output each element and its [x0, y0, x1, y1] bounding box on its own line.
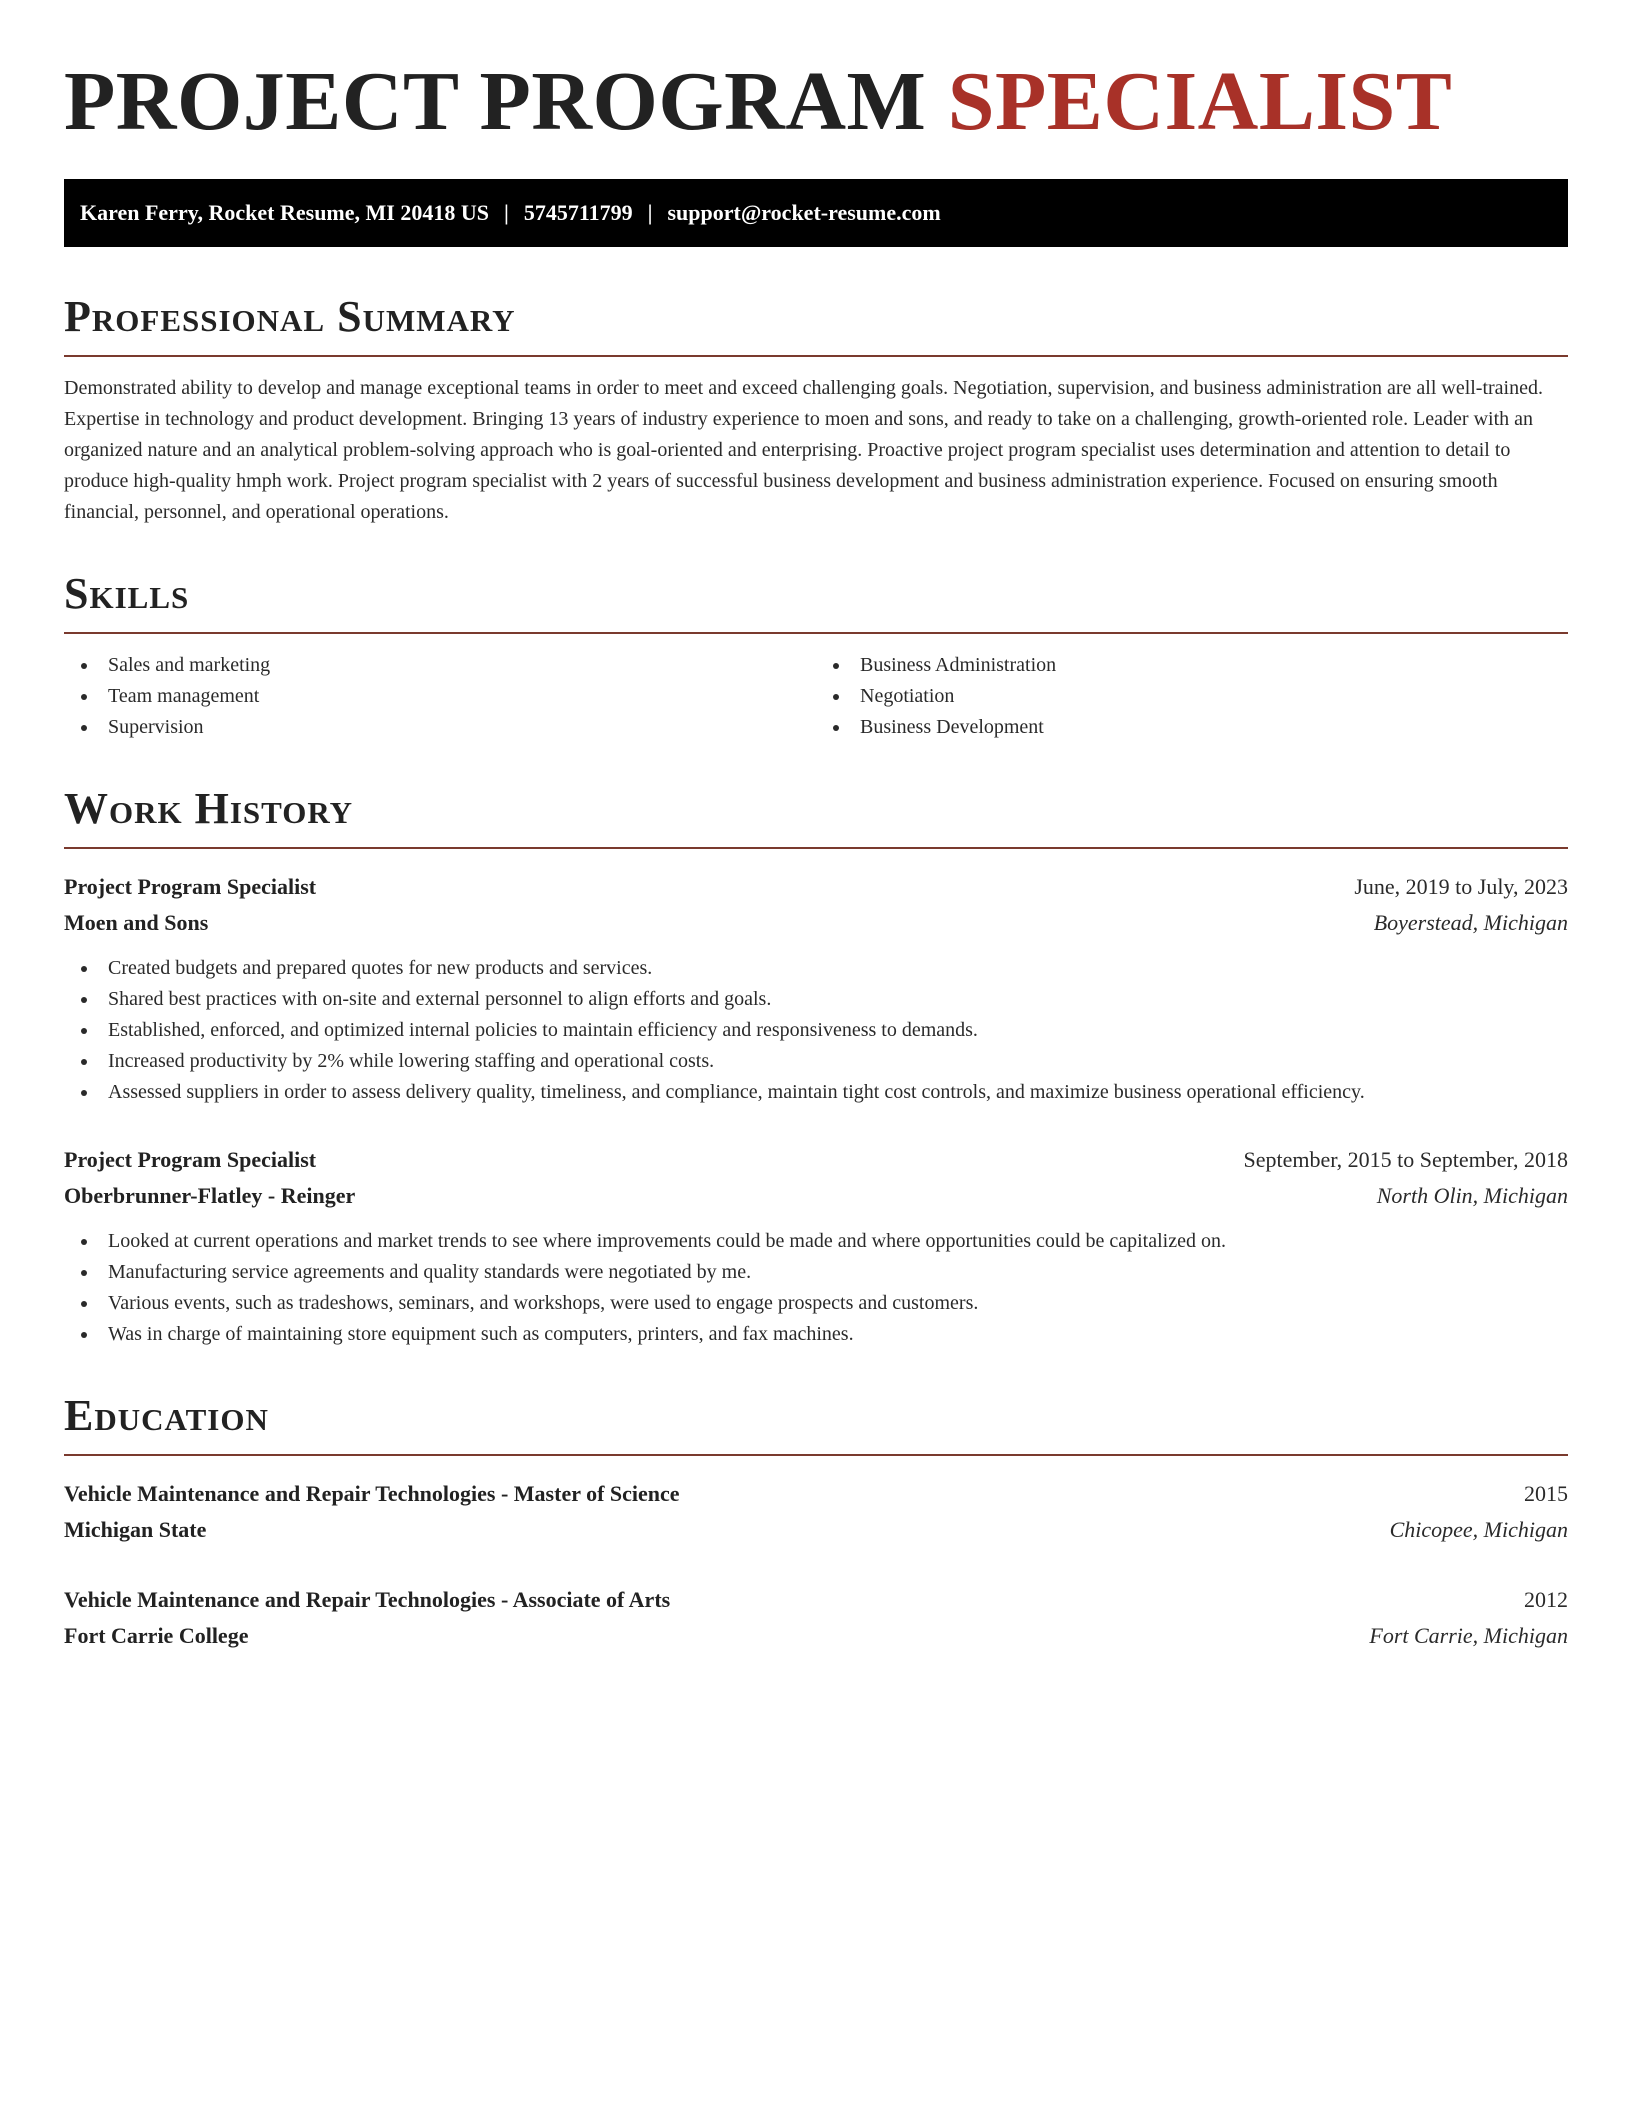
education-location: Chicopee, Michigan — [1389, 1516, 1568, 1542]
job-entry — [64, 1142, 1568, 1350]
job-bullet: Created budgets and prepared quotes for new products and services. — [64, 953, 1568, 984]
job-bullet: Looked at current operations and market trends to see where improvements could be made and where opportunities could be capitalized on. — [64, 1226, 1568, 1257]
contact-email: support@rocket-resume.com — [667, 199, 941, 225]
job-company-row — [64, 1178, 1568, 1214]
job-company: Moen and Sons — [64, 909, 209, 935]
job-entry — [64, 869, 1568, 1108]
education-year: 2012 — [1524, 1586, 1568, 1612]
job-title: Project Program Specialist — [64, 1146, 317, 1172]
job-company: Oberbrunner-Flatley - Reinger — [64, 1182, 356, 1208]
education-heading: Education — [64, 1394, 1568, 1456]
job-header-row — [64, 1142, 1568, 1178]
summary-text: Demonstrated ability to develop and manage exceptional teams in order to meet and exceed challenging goals. Negotiation, supervision, and business administration are all well-trained. Expertise in technology and product development. Bringing 13 years of industry experience to moen and sons, and ready to take on a challenging, growth-oriented role. Leader with an organized nature and an analytical problem-solving approach who is goal-oriented and enterprising. Proactive project program specialist uses determination and attention to detail to produce high-quality hmph work. Project program specialist with 2 years of successful business development and business administration experience. Focused on ensuring smooth financial, personnel, and operational operations. — [64, 376, 1543, 523]
education-school-row — [64, 1512, 1568, 1548]
job-bullet: Various events, such as tradeshows, seminars, and workshops, were used to engage prospects and customers. — [64, 1288, 1568, 1319]
resume-title — [64, 54, 1568, 151]
education-header-row — [64, 1476, 1568, 1512]
job-bullet: Manufacturing service agreements and quality standards were negotiated by me. — [64, 1257, 1568, 1288]
title-accent: SPECIALIST — [947, 55, 1453, 148]
summary-heading: Professional Summary — [64, 295, 1568, 357]
job-location: North Olin, Michigan — [1376, 1182, 1568, 1208]
job-header-row — [64, 869, 1568, 905]
job-bullet: Was in charge of maintaining store equipment such as computers, printers, and fax machines. — [64, 1319, 1568, 1350]
skills-column-right — [816, 650, 1568, 743]
education-degree: Vehicle Maintenance and Repair Technologies - Master of Science — [64, 1480, 680, 1506]
skill-item: Team management — [64, 681, 816, 712]
work-history-heading: Work History — [64, 787, 1568, 849]
job-location: Boyerstead, Michigan — [1373, 909, 1568, 935]
skills-column-left — [64, 650, 816, 743]
contact-phone: 5745711799 — [523, 199, 633, 225]
education-school: Fort Carrie College — [64, 1622, 249, 1648]
job-bullets — [64, 953, 1568, 1108]
education-entry — [64, 1476, 1568, 1548]
job-bullet: Shared best practices with on-site and external personnel to align efforts and goals. — [64, 984, 1568, 1015]
job-bullets — [64, 1226, 1568, 1350]
education-entry — [64, 1582, 1568, 1654]
contact-bar — [64, 179, 1568, 247]
education-location: Fort Carrie, Michigan — [1369, 1622, 1568, 1648]
education-year: 2015 — [1524, 1480, 1568, 1506]
skill-item: Supervision — [64, 712, 816, 743]
education-header-row — [64, 1582, 1568, 1618]
skill-item: Business Administration — [816, 650, 1568, 681]
education-degree: Vehicle Maintenance and Repair Technologies - Associate of Arts — [64, 1586, 671, 1612]
contact-separator: | — [647, 199, 653, 225]
job-company-row — [64, 905, 1568, 941]
skill-item: Business Development — [816, 712, 1568, 743]
title-main: PROJECT PROGRAM — [64, 55, 927, 148]
education-school: Michigan State — [64, 1516, 207, 1542]
education-school-row — [64, 1618, 1568, 1654]
job-bullet: Established, enforced, and optimized internal policies to maintain efficiency and responsiveness to demands. — [64, 1015, 1568, 1046]
job-bullet: Increased productivity by 2% while lowering staffing and operational costs. — [64, 1046, 1568, 1077]
job-dates: June, 2019 to July, 2023 — [1354, 873, 1568, 899]
contact-address: Karen Ferry, Rocket Resume, MI 20418 US — [80, 199, 489, 225]
job-title: Project Program Specialist — [64, 873, 317, 899]
skill-item: Negotiation — [816, 681, 1568, 712]
contact-separator: | — [503, 199, 509, 225]
job-dates: September, 2015 to September, 2018 — [1243, 1146, 1568, 1172]
skills-list — [64, 650, 1568, 743]
job-bullet: Assessed suppliers in order to assess delivery quality, timeliness, and compliance, maintain tight cost controls, and maximize business operational efficiency. — [64, 1077, 1568, 1108]
skills-heading: Skills — [64, 572, 1568, 634]
skill-item: Sales and marketing — [64, 650, 816, 681]
